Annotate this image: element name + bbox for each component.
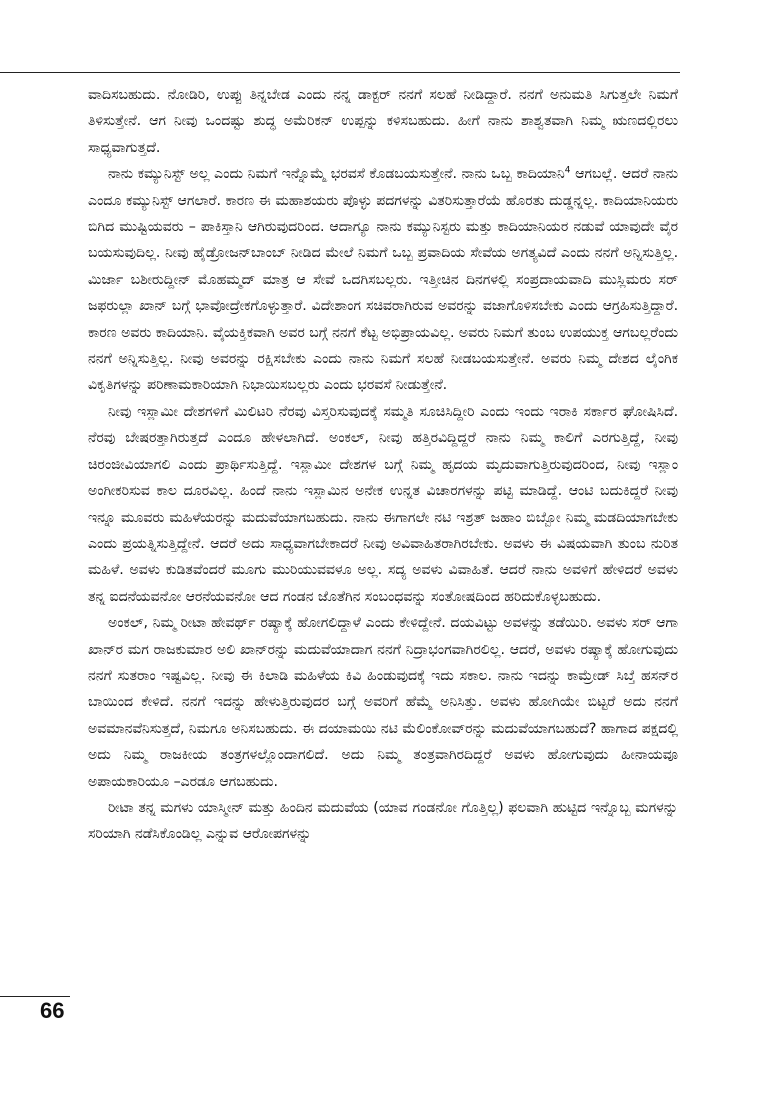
footnote-marker: 4 bbox=[564, 165, 571, 176]
paragraph-2-text-after: ಆಗಬಲ್ಲೆ. ಆದರೆ ನಾನು ಎಂದೂ ಕಮ್ಯುನಿಸ್ಟ್ ಆಗಲಾರೆ. ಕಾರಣ ಈ ಮಹಾಶಯರು ಪೊಳ್ಳು ಪದಗಳನ್ನು ವಿತರಿಸುತ್ತಾರೆಯೆ ಹೊರತು ದುಡ್ಡನ್ನಲ್ಲ. ಕಾದಿಯಾನಿಯರು ಬಿಗಿದ ಮುಷ್ಟಿಯವರು – ಪಾಕಿಸ್ತಾನಿ ಆಗಿರುವುದರಿಂದ. ಆದಾಗ್ಯೂ ನಾನು ಕಮ್ಯುನಿಸ್ಟರು ಮತ್ತು ಕಾದಿಯಾನಿಯರ ನಡುವೆ ಯಾವುದೇ ವೈರ ಬಯಸುವುದಿಲ್ಲ. ನೀವು ಹೈಡ್ರೋಜನ್‌ಬಾಂಬ್ ನೀಡಿದ ಮೇಲೆ ನಿಮಗೆ ಒಬ್ಬ ಪ್ರವಾದಿಯ ಸೇವೆಯ ಅಗತ್ಯವಿದೆ ಎಂದು ನನಗೆ ಅನ್ನಿಸುತ್ತಿಲ್ಲ. ಮಿರ್ಜಾ ಬಶೀರುದ್ದೀನ್ ಮೊಹಮ್ಮದ್ ಮಾತ್ರ ಆ ಸೇವೆ ಒದಗಿಸಬಲ್ಲರು. ಇತ್ತೀಚಿನ ದಿನಗಳಲ್ಲಿ ಸಂಪ್ರದಾಯವಾದಿ ಮುಸ್ಲಿಮರು ಸರ್ ಜಫರುಲ್ಲಾ ಖಾನ್ ಬಗ್ಗೆ ಭಾವೋದ್ರೇಕಗೊಳ್ಳುತ್ತಾರೆ. ವಿದೇಶಾಂಗ ಸಚಿವರಾಗಿರುವ ಅವರನ್ನು ವಜಾಗೊಳಿಸಬೇಕು ಎಂದು ಆಗ್ರಹಿಸುತ್ತಿದ್ದಾರೆ. ಕಾರಣ ಅವರು ಕಾದಿಯಾನಿ. ವೈಯಕ್ತಿಕವಾಗಿ ಅವರ ಬಗ್ಗೆ ನನಗೆ ಕೆಟ್ಟ ಅಭಿಪ್ರಾಯವಿಲ್ಲ. ಅವರು ನಿಮಗೆ ತುಂಬ ಉಪಯುಕ್ತ ಆಗಬಲ್ಲರೆಂದು ನನಗೆ ಅನ್ನಿಸುತ್ತಿಲ್ಲ. ನೀವು ಅವರನ್ನು ರಕ್ಷಿಸಬೇಕು ಎಂದು ನಾನು ನಿಮಗೆ ಸಲಹೆ ನೀಡಬಯಸುತ್ತೇನೆ. ಅವರು ನಿಮ್ಮ ದೇಶದ ಲೈಂಗಿಕ ವಿಕೃತಿಗಳನ್ನು ಪರಿಣಾಮಕಾರಿಯಾಗಿ ನಿಭಾಯಿಸಬಲ್ಲರು ಎಂದು ಭರವಸೆ ನೀಡುತ್ತೇನೆ. bbox=[88, 166, 678, 394]
paragraph-5: ರೀಟಾ ತನ್ನ ಮಗಳು ಯಾಸ್ಮೀನ್ ಮತ್ತು ಹಿಂದಿನ ಮದುವೆಯ (ಯಾವ ಗಂಡನೋ ಗೊತ್ತಿಲ್ಲ) ಫಲವಾಗಿ ಹುಟ್ಟಿದ ಇನ್ನೊಬ್ಬ ಮಗಳನ್ನು ಸರಿಯಾಗಿ ನಡೆಸಿಕೊಂಡಿಲ್ಲ ಎನ್ನುವ ಆರೋಪಗಳನ್ನು bbox=[88, 799, 678, 843]
paragraph-2-text-before: ನಾನು ಕಮ್ಯುನಿಸ್ಟ್ ಅಲ್ಲ ಎಂದು ನಿಮಗೆ ಇನ್ನೊಮ್ಮೆ ಭರವಸೆ ಕೊಡಬಯಸುತ್ತೇನೆ. ನಾನು ಒಬ್ಬ ಕಾದಿಯಾನಿ bbox=[108, 166, 565, 183]
footer-rule bbox=[0, 996, 70, 997]
paragraph-3: ನೀವು ಇಸ್ಲಾಮೀ ದೇಶಗಳಿಗೆ ಮಿಲಿಟರಿ ನೆರವು ವಿಸ್ತರಿಸುವುದಕ್ಕೆ ಸಮ್ಮತಿ ಸೂಚಿಸಿದ್ದೀರಿ ಎಂದು ಇಂದು ಇರಾಕಿ ಸರ್ಕಾರ ಘೋಷಿಸಿದೆ. ನೆರವು ಬೇಷರತ್ತಾಗಿರುತ್ತದೆ ಎಂದೂ ಹೇಳಲಾಗಿದೆ. ಅಂಕಲ್, ನೀವು ಹತ್ತಿರವಿದ್ದಿದ್ದರೆ ನಾನು ನಿಮ್ಮ ಕಾಲಿಗೆ ಎರಗುತ್ತಿದ್ದೆ, ನೀವು ಚಿರಂಜೀವಿಯಾಗಲಿ ಎಂದು ಪ್ರಾರ್ಥಿಸುತ್ತಿದ್ದೆ. ಇಸ್ಲಾಮೀ ದೇಶಗಳ ಬಗ್ಗೆ ನಿಮ್ಮ ಹೃದಯ ಮೃದುವಾಗುತ್ತಿರುವುದರಿಂದ, ನೀವು ಇಸ್ಲಾಂ ಅಂಗೀಕರಿಸುವ ಕಾಲ ದೂರವಿಲ್ಲ. ಹಿಂದೆ ನಾನು ಇಸ್ಲಾಮಿನ ಅನೇಕ ಉನ್ನತ ವಿಚಾರಗಳನ್ನು ಪಟ್ಟಿ ಮಾಡಿದ್ದೆ. ಆಂಟಿ ಬದುಕಿದ್ದರೆ ನೀವು ಇನ್ನೂ ಮೂವರು ಮಹಿಳೆಯರನ್ನು ಮದುವೆಯಾಗಬಹುದು. ನಾನು ಈಗಾಗಲೇ ನಟಿ ಇಶ್ರತ್ ಜಹಾಂ ಬಿಬ್ಬೋ ನಿಮ್ಮ ಮಡದಿಯಾಗಬೇಕು ಎಂದು ಪ್ರಯತ್ನಿಸುತ್ತಿದ್ದೇನೆ. ಆದರೆ ಅದು ಸಾಧ್ಯವಾಗಬೇಕಾದರೆ ನೀವು ಅವಿವಾಹಿತರಾಗಿರಬೇಕು. ಅವಳು ಈ ವಿಷಯವಾಗಿ ತುಂಬ ನುರಿತ ಮಹಿಳೆ. ಅವಳು ಕುಡಿತವೆಂದರೆ ಮೂಗು ಮುರಿಯುವವಳೂ ಅಲ್ಲ. ಸದ್ಯ ಅವಳು ವಿವಾಹಿತೆ. ಆದರೆ ನಾನು ಅವಳಿಗೆ ಹೇಳಿದರೆ ಅವಳು ತನ್ನ ಐದನೆಯವನೋ ಆರನೆಯವನೋ ಆದ ಗಂಡನ ಜೊತೆಗಿನ ಸಂಬಂಧವನ್ನು ಸಂತೋಷದಿಂದ ಹರಿದುಕೊಳ್ಳಬಹುದು. bbox=[88, 403, 678, 605]
paragraph-4: ಅಂಕಲ್, ನಿಮ್ಮ ರೀಟಾ ಹೇವರ್ಥ್ ರಷ್ಯಾಕ್ಕೆ ಹೋಗಲಿದ್ದಾಳೆ ಎಂದು ಕೇಳಿದ್ದೇನೆ. ದಯವಿಟ್ಟು ಅವಳನ್ನು ತಡೆಯಿರಿ. ಅವಳು ಸರ್ ಆಗಾ ಖಾನ್‌ರ ಮಗ ರಾಜಕುಮಾರ ಅಲಿ ಖಾನ್‌ರನ್ನು ಮದುವೆಯಾದಾಗ ನನಗೆ ನಿದ್ರಾಭಂಗವಾಗಿರಲಿಲ್ಲ. ಆದರೆ, ಅವಳು ರಷ್ಯಾಕ್ಕೆ ಹೋಗುವುದು ನನಗೆ ಸುತರಾಂ ಇಷ್ಟವಿಲ್ಲ. ನೀವು ಈ ಕಿಲಾಡಿ ಮಹಿಳೆಯ ಕಿವಿ ಹಿಂಡುವುದಕ್ಕೆ ಇದು ಸಕಾಲ. ನಾನು ಇದನ್ನು ಕಾಮ್ರೇಡ್ ಸಿಬ್ತೆ ಹಸನ್‌ರ ಬಾಯಿಂದ ಕೇಳಿದೆ. ನನಗೆ ಇದನ್ನು ಹೇಳುತ್ತಿರುವುದರ ಬಗ್ಗೆ ಅವರಿಗೆ ಹೆಮ್ಮೆ ಅನಿಸಿತ್ತು. ಅವಳು ಹೋಗಿಯೇ ಬಿಟ್ಟರೆ ಅದು ನನಗೆ ಅವಮಾನವೆನಿಸುತ್ತದೆ, ನಿಮಗೂ ಅನಿಸಬಹುದು. ಈ ದಯಾಮಯಿ ನಟಿ ಮೆಲಿಂಕೋವ್‌ರನ್ನು ಮದುವೆಯಾಗಬಹುದೆ? ಹಾಗಾದ ಪಕ್ಷದಲ್ಲಿ ಅದು ನಿಮ್ಮ ರಾಜಕೀಯ ತಂತ್ರಗಳಲ್ಲೊಂದಾಗಲಿದೆ. ಅದು ನಿಮ್ಮ ತಂತ್ರವಾಗಿರದಿದ್ದರೆ ಅವಳು ಹೋಗುವುದು ಹೀನಾಯವೂ ಅಪಾಯಕಾರಿಯೂ –ಎರಡೂ ಆಗಬಹುದು. bbox=[88, 615, 678, 790]
paragraph-2 bbox=[88, 161, 678, 399]
page-number: 66 bbox=[40, 998, 65, 1023]
page-body bbox=[88, 82, 678, 848]
header-rule bbox=[0, 72, 680, 73]
paragraph-1: ವಾದಿಸಬಹುದು. ನೋಡಿರಿ, ಉಪ್ಪು ತಿನ್ನಬೇಡ ಎಂದು ನನ್ನ ಡಾಕ್ಟರ್ ನನಗೆ ಸಲಹೆ ನೀಡಿದ್ದಾರೆ. ನನಗೆ ಅನುಮತಿ ಸಿಗುತ್ತಲೇ ನಿಮಗೆ ತಿಳಿಸುತ್ತೇನೆ. ಆಗ ನೀವು ಒಂದಷ್ಟು ಶುದ್ಧ ಅಮೆರಿಕನ್ ಉಪ್ಪನ್ನು ಕಳಿಸಬಹುದು. ಹೀಗೆ ನಾನು ಶಾಶ್ವತವಾಗಿ ನಿಮ್ಮ ಋಣದಲ್ಲಿರಲು ಸಾಧ್ಯವಾಗುತ್ತದೆ. bbox=[88, 87, 678, 156]
